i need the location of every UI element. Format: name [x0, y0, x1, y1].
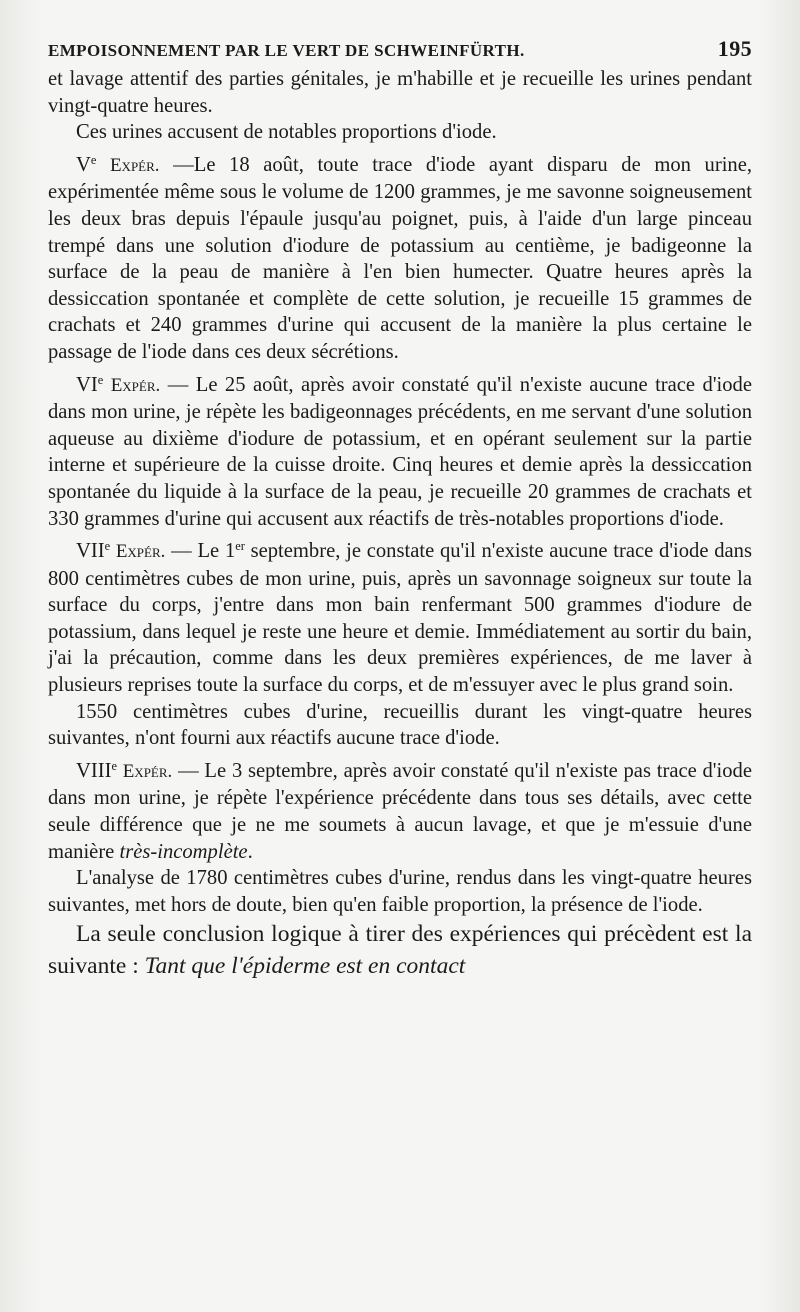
running-head: [48, 36, 752, 62]
conclusion-text: La seule conclusion logique à tirer des expériences qui précèdent est la suivante :: [48, 921, 752, 980]
experiment-label: Expér.: [110, 374, 161, 396]
experiment-number: V: [76, 153, 91, 176]
experiment-number: VIII: [76, 759, 112, 782]
experiment-text: — Le 3 septembre, après avoir constaté qu'il n'existe pas trace d'iode dans mon urine, je répète l'expérience précédente dans tous ses détails, avec cette seule différence que je ne me soumets à aucun lavage, et que je m'essuie d'une manière: [48, 759, 752, 863]
experiment-number: VII: [76, 540, 105, 563]
experiment-label: Expér.: [122, 760, 173, 782]
experiment-6: VIe Expér. — Le 25 août, après avoir constaté qu'il n'existe aucune trace d'iode dans mon urine, je répète les badigeonnages précédents, en me servant d'une solution aqueuse au dixième d'iodure de potassium, et en opérant seulement sur la partie interne et supérieure de la cuisse droite. Cinq heures et demie après la dessiccation spontanée du liquide à la surface de la peau, je recueille 20 grammes de crachats et 330 grammes d'urine qui accusent aux réactifs de très-notables proportions d'iode.: [48, 372, 752, 530]
experiment-text: —Le 18 août, toute trace d'iode ayant disparu de mon urine, expérimentée même sous le volume de 1200 grammes, je me savonne soigneusement les deux bras depuis l'épaule jusqu'au poignet, puis, à l'aide d'un large pinceau trempé dans une solution d'iodure de potassium au centième, je badigeonne la surface de la peau de manière à l'en bien humecter. Quatre heures après la dessiccation spontanée et complète de cette solution, je recueille 15 grammes de crachats et 240 grammes d'urine qui accusent de la manière la plus certaine le passage de l'iode dans ces deux sécrétions.: [48, 153, 753, 363]
experiment-text: — Le 25 août, après avoir constaté qu'il n'existe aucune trace d'iode dans mon urine, je répète les badigeonnages précédents, en me servant d'une solution aqueuse au dixième d'iodure de potassium, et en opérant seulement sur la partie interne et supérieure de la cuisse droite. Cinq heures et demie après la dessiccation spontanée du liquide à la surface de la peau, je recueille 20 grammes de crachats et 330 grammes d'urine qui accusent aux réactifs de très-notables proportions d'iode.: [48, 373, 752, 530]
paragraph-iodine-result: Ces urines accusent de notables proportions d'iode.: [76, 121, 497, 144]
experiment-7: VIIe Expér. — Le 1er septembre, je constate qu'il n'existe aucune trace d'iode dans 800 centimètres cubes de mon urine, puis, après un savonnage soigneux sur toute la surface du corps, j'entre dans mon bain renfermant 500 grammes d'iodure de potassium, dans lequel je reste une heure et demie. Immédiatement au sortir du bain, j'ai la précaution, comme dans les deux premières expériences, de me laver à plusieurs reprises toute la surface du corps, et de m'essuyer avec le plus grand soin.: [48, 539, 752, 697]
experiment-italic: très-incomplète: [119, 840, 248, 863]
experiment-5: Ve Expér. —Le 18 août, toute trace d'iode ayant disparu de mon urine, expérimentée même sous le volume de 1200 grammes, je me savonne soigneusement les deux bras depuis l'épaule jusqu'au poignet, puis, à l'aide d'un large pinceau trempé dans une solution d'iodure de potassium au centième, je badigeonne la surface de la peau de manière à l'en bien humecter. Quatre heures après la dessiccation spontanée et complète de cette solution, je recueille 15 grammes de crachats et 240 grammes d'urine qui accusent de la manière la plus certaine le passage de l'iode dans ces deux sécrétions.: [48, 152, 753, 363]
paragraph-exp8-result: L'analyse de 1780 centimètres cubes d'urine, rendus dans les vingt-quatre heures suivantes, met hors de doute, bien qu'en faible proportion, la présence de l'iode.: [48, 867, 752, 916]
conclusion-italic: Tant que l'épiderme est en contact: [144, 953, 466, 980]
experiment-number: VI: [76, 373, 98, 396]
experiment-8: VIIIe Expér. — Le 3 septembre, après avoir constaté qu'il n'existe pas trace d'iode dans mon urine, je répète l'expérience précédente dans tous ses détails, avec cette seule différence que je ne me soumets à aucun lavage, et que je m'essuie d'une manière très-incomplète.: [48, 759, 752, 863]
experiment-text-cont: septembre, je constate qu'il n'existe aucune trace d'iode dans 800 centimètres cubes de mon urine, puis, après un savonnage soigneux sur toute la surface du corps, j'entre dans mon bain renfermant 500 grammes d'iodure de potassium, dans lequel je reste une heure et demie. Immédiatement au sortir du bain, j'ai la précaution, comme dans les deux premières expériences, de me laver à plusieurs reprises toute la surface du corps, et de m'essuyer avec le plus grand soin.: [48, 540, 752, 697]
paragraph-exp7-result: 1550 centimètres cubes d'urine, recueillis durant les vingt-quatre heures suivantes, n'ont fourni aux réactifs aucune trace d'iode.: [48, 700, 752, 750]
running-title: EMPOISONNEMENT PAR LE VERT DE SCHWEINFÜRTH.: [48, 41, 525, 60]
body-text: [48, 66, 752, 982]
experiment-label: Expér.: [115, 541, 166, 563]
experiment-text: — Le 1: [171, 540, 236, 563]
paragraph-opening: et lavage attentif des parties génitales, je m'habille et je recueille les urines pendant vingt-quatre heures.: [48, 68, 752, 117]
page-number: 195: [717, 36, 752, 61]
conclusion: [48, 918, 752, 982]
experiment-label: Expér.: [109, 154, 160, 176]
